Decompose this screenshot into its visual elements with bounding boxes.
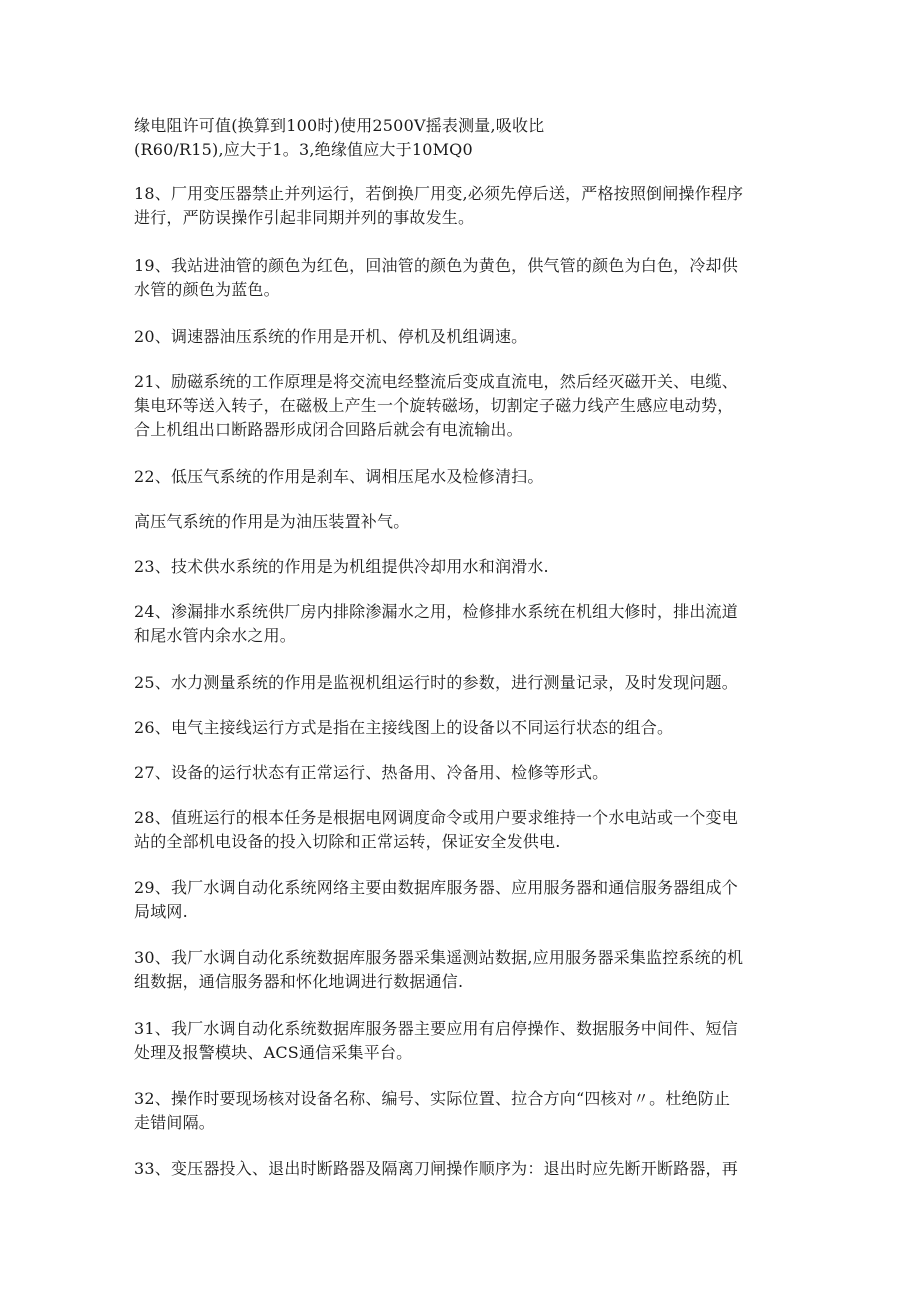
paragraph-item-21 [134,370,784,442]
paragraph-item-23 [134,555,784,579]
text-line: 走错间隔。 [134,1113,216,1132]
text-line: 18、厂用变压器禁止并列运行，若倒换厂用变,必须先停后送，严格按照倒闸操作程序 [134,184,744,203]
paragraph-item-30 [134,946,784,994]
text-line: 26、电气主接线运行方式是指在主接线图上的设备以不同运行状态的组合。 [134,718,674,737]
text-line: 站的全部机电设备的投入切除和正常运转，保证安全发供电. [134,832,561,851]
text-line: 33、变压器投入、退出时断路器及隔离刀闸操作顺序为：退出时应先断开断路器，再 [134,1159,738,1178]
text-line: 处理及报警模块、ACS通信采集平台。 [134,1043,413,1062]
text-line: 31、我厂水调自动化系统数据库服务器主要应用有启停操作、数据服务中间件、短信 [134,1019,738,1038]
text-line: 高压气系统的作用是为油压装置补气。 [134,512,410,531]
paragraph-high-pressure-air [134,510,784,534]
paragraph-item-18 [134,182,784,230]
text-line: 和尾水管内余水之用。 [134,626,297,645]
text-line: 32、操作时要现场核对设备名称、编号、实际位置、拉合方向“四核对〃。杜绝防止 [134,1089,731,1108]
text-line: 局域网. [134,902,188,921]
text-line: 集电环等送入转子，在磁极上产生一个旋转磁场，切割定子磁力线产生感应电动势， [134,396,734,415]
text-line: 21、励磁系统的工作原理是将交流电经整流后变成直流电，然后经灭磁开关、电缆、 [134,372,738,391]
text-line: 合上机组出口断路器形成闭合回路后就会有电流输出。 [134,420,523,439]
paragraph-insulation-continued [134,114,784,162]
paragraph-item-20 [134,325,784,349]
text-line: 30、我厂水调自动化系统数据库服务器采集遥测站数据,应用服务器采集监控系统的机 [134,948,744,967]
text-line: 组数据，通信服务器和怀化地调进行数据通信. [134,972,464,991]
paragraph-item-29 [134,876,784,924]
text-line: 29、我厂水调自动化系统网络主要由数据库服务器、应用服务器和通信服务器组成个 [134,878,738,897]
paragraph-item-24 [134,600,784,648]
text-line: 22、低压气系统的作用是刹车、调相压尾水及检修清扫。 [134,467,544,486]
text-line: 19、我站进油管的颜色为红色，回油管的颜色为黄色，供气管的颜色为白色，冷却供 [134,256,738,275]
text-line: 27、设备的运行状态有正常运行、热备用、冷备用、检修等形式。 [134,763,609,782]
text-line: 23、技术供水系统的作用是为机组提供冷却用水和润滑水. [134,557,549,576]
paragraph-item-26 [134,716,784,740]
text-line: (R60/R15),应大于1。3,绝缘值应大于10MQ0 [134,140,473,159]
text-line: 水管的颜色为蓝色。 [134,280,280,299]
paragraph-item-19 [134,254,784,302]
paragraph-item-33 [134,1157,784,1181]
paragraph-item-31 [134,1017,784,1065]
text-line: 24、渗漏排水系统供厂房内排除渗漏水之用，检修排水系统在机组大修时，排出流道 [134,602,738,621]
paragraph-item-25 [134,671,784,695]
paragraph-item-32 [134,1087,784,1135]
paragraph-item-27 [134,761,784,785]
text-line: 进行，严防误操作引起非同期并列的事故发生。 [134,208,475,227]
text-line: 25、水力测量系统的作用是监视机组运行时的参数，进行测量记录，及时发现问题。 [134,673,738,692]
text-line: 28、值班运行的根本任务是根据电网调度命令或用户要求维持一个水电站或一个变电 [134,808,738,827]
paragraph-item-28 [134,806,784,854]
text-line: 20、调速器油压系统的作用是开机、停机及机组调速。 [134,327,528,346]
text-line: 缘电阻许可值(换算到100时)使用2500V摇表测量,吸收比 [134,116,545,135]
paragraph-item-22 [134,465,784,489]
